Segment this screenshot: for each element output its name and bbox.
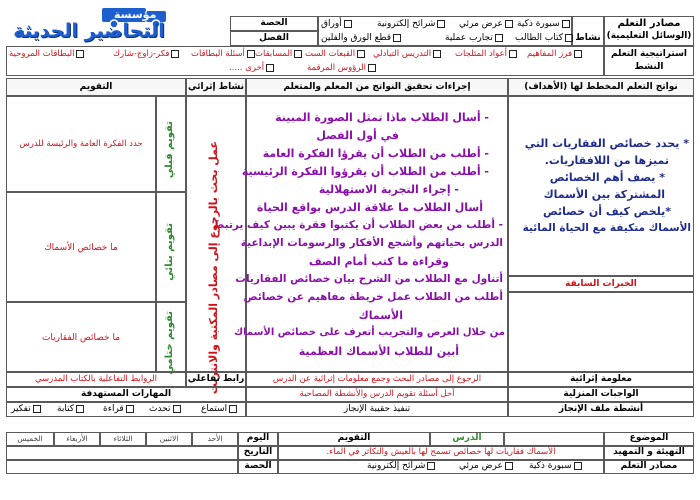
period-cells [6, 460, 238, 474]
skill-option[interactable]: كتابة [57, 404, 84, 414]
procedures-header: إجراءات تحقيق النواتج من المعلم والمتعلم [246, 78, 508, 96]
formative-assessment-text: ما خصائص الأسماك [6, 192, 156, 302]
objectives-cell [508, 96, 694, 276]
enrichment-text: عمل بحث بالرجوع إلى مصادر المكتبة والانترنت [207, 141, 220, 395]
source-option[interactable]: شرائح إلكترونية [377, 19, 445, 29]
class-cell: الفصل [230, 31, 318, 46]
day-wednesday[interactable]: الأربعاء [54, 432, 100, 446]
strategy-option[interactable]: الرؤوس المرقمة [307, 63, 376, 73]
procedure-line: - أسال الطلاب ماذا تمثل الصورة المبينة [275, 111, 489, 124]
enrichment-header: نشاط إثرائي [186, 78, 246, 96]
skill-option[interactable]: استماع [201, 404, 237, 414]
objective-line: * يصف أهم الخصائص [549, 171, 665, 184]
formative-assessment-label: تقويم بنائي [156, 192, 186, 302]
source-option[interactable]: عرض مرئي [459, 19, 513, 29]
interactive-link-label: رابط تفاعلي [186, 372, 246, 387]
objective-line: الأسماك متكيفة مع الحياة المائية [522, 222, 691, 234]
logo [4, 2, 174, 46]
sources-options-cell [318, 16, 572, 46]
procedure-line: أتناول مع الطلاب من الشرح بيان خصائص الفقاريات [235, 273, 503, 285]
skill-option[interactable]: قراءة [103, 404, 134, 414]
strategy-option[interactable]: فكر-زاوج-شارك [113, 49, 179, 59]
procedure-line: أطلب من الطلاب عمل خريطة مفاهيم عن خصائص [243, 291, 503, 303]
procedure-line: - إجراء التجربة الاستهلالية [318, 183, 459, 196]
day-monday[interactable]: الاثنين [146, 432, 192, 446]
objective-line: * يحدد خصائص الفقاريات التي [524, 137, 689, 150]
strategy-option[interactable]: أعواد المثلجات [455, 49, 517, 59]
skill-option[interactable]: تفكير [11, 404, 41, 414]
strategy-option[interactable]: أسئلة البطاقات [191, 49, 255, 59]
prior-experience-body [508, 292, 694, 372]
sources-options-2 [278, 460, 604, 474]
strategy-option[interactable]: البطاقات المروحية [9, 49, 84, 59]
date-cells [6, 446, 238, 460]
day-tuesday[interactable]: الثلاثاء [100, 432, 146, 446]
procedure-line: - أطلب من بعض الطلاب أن يكتبوا فقرة يبين كيف يرتبط [213, 219, 503, 231]
homework-label: الواجبات المنزلية [508, 387, 694, 402]
objective-line: تميزها من اللافقاريات. [544, 154, 669, 167]
source-option[interactable]: تجارب عملية [445, 33, 503, 43]
intro-value: الأسماك فقاريات لها خصائص تسمح لها بالعيش والتكاثر في الماء. [278, 446, 604, 460]
day-thursday[interactable]: الخميس [6, 432, 54, 446]
source-option[interactable]: شرائح إلكترونية [367, 461, 435, 471]
enrich-info-label: معلومة إثرائية [508, 372, 694, 387]
source-option[interactable]: عرض مرئي [459, 461, 513, 471]
procedure-line: الأسماك [358, 309, 403, 322]
assessment-header: التقويم [6, 78, 186, 96]
period-cell: الحصة [230, 16, 318, 31]
enrich-info-value: الرجوع إلى مصادر البحث وجمع معلومات إثرائية عن الدرس [246, 372, 508, 387]
procedure-line: في أول الفصل [316, 129, 399, 142]
pre-assessment-label: تقويم قبلي [156, 96, 186, 192]
topic-value [504, 432, 604, 446]
procedure-line: - أطلب من الطلاب أن يقرؤا الفكرة العامة [262, 147, 489, 160]
procedure-line: أسال الطلاب ما علاقة الدرس بواقع الحياة [256, 201, 483, 214]
strategy-option[interactable]: فرز المفاهيم [527, 49, 582, 59]
source-option[interactable]: سبورة ذكية [529, 461, 582, 471]
activity-cell: نشاط [572, 16, 604, 46]
outcomes-header: نواتج التعلم المخطط لها (الأهداف) [508, 78, 694, 96]
strategy-option[interactable]: القبعات الست [305, 49, 365, 59]
procedures-cell [213, 96, 508, 372]
portfolio-label: أنشطة ملف الإنجاز [508, 402, 694, 417]
date-label: التاريخ [238, 446, 278, 460]
procedure-line: الدرس بحياتهم وأشجع الأفكار والرسومات الإبداعية [240, 237, 503, 249]
pre-assessment-text: حدد الفكرة العامة والرئيسة للدرس [6, 96, 156, 192]
skills-options [6, 402, 246, 417]
final-assessment-label: تقويم ختامي [156, 302, 186, 372]
day-label: اليوم [238, 432, 278, 446]
sources-label-2: مصادر التعلم [604, 460, 694, 474]
strategy-option[interactable]: أخرى ..... [229, 63, 274, 73]
intro-label: التهيئة و التمهيد [604, 446, 694, 460]
objective-line: *يلخص كيف أن خصائص [543, 205, 671, 218]
source-option[interactable]: قطع الورق والفلين [321, 33, 401, 43]
day-sunday[interactable]: الأحد [192, 432, 238, 446]
strategy-options-cell [6, 46, 604, 76]
topic-label: الموضوع [604, 432, 694, 446]
assessment-label-2: التقويم [278, 432, 430, 446]
strategy-option[interactable]: التدريس التبادلي [373, 49, 441, 59]
source-option[interactable]: أوراق [321, 19, 352, 29]
skills-label: المهارات المستهدفة [6, 387, 246, 402]
procedure-line: - أطلب من الطلاب أن يقرؤوا الفكرة الرئيسية [241, 165, 489, 178]
logo-line2: التحاضير الحديثة [13, 20, 165, 42]
objective-line: المشتركة بين الأسماك [543, 188, 665, 201]
source-option[interactable]: سبورة ذكية [517, 19, 570, 29]
final-assessment-text: ما خصائص الفقاريات [6, 302, 156, 372]
prior-experience-header: الخبرات السابقة [508, 276, 694, 292]
strategy-label-cell: استراتيجية التعلم النشط [604, 46, 694, 76]
period-label-2: الحصة [238, 460, 278, 474]
interactive-link-value[interactable]: الروابط التفاعلية بالكتاب المدرسي [6, 372, 186, 387]
sources-label-cell: مصادر التعلم (الوسائل التعليمية) [604, 16, 694, 46]
procedure-line: من خلال العرض والتجريب أتعرف على خصائص الأسماك [233, 327, 505, 338]
portfolio-value: تنفيذ حقيبة الإنجاز [246, 402, 508, 417]
procedure-line: أبين للطلاب الأسماك العظمية [298, 345, 459, 358]
procedure-line: وقراءة ما كتب أمام الصف [308, 255, 449, 268]
source-option[interactable]: كتاب الطالب [515, 33, 573, 43]
strategy-option[interactable]: المسابقات [255, 49, 302, 59]
homework-value: أحل أسئلة تقويم الدرس والأنشطة المصاحبة [246, 387, 508, 402]
logo-line1: مؤسسة [114, 8, 157, 21]
lesson-label: الدرس [430, 432, 504, 446]
skill-option[interactable]: تحدث [149, 404, 181, 414]
